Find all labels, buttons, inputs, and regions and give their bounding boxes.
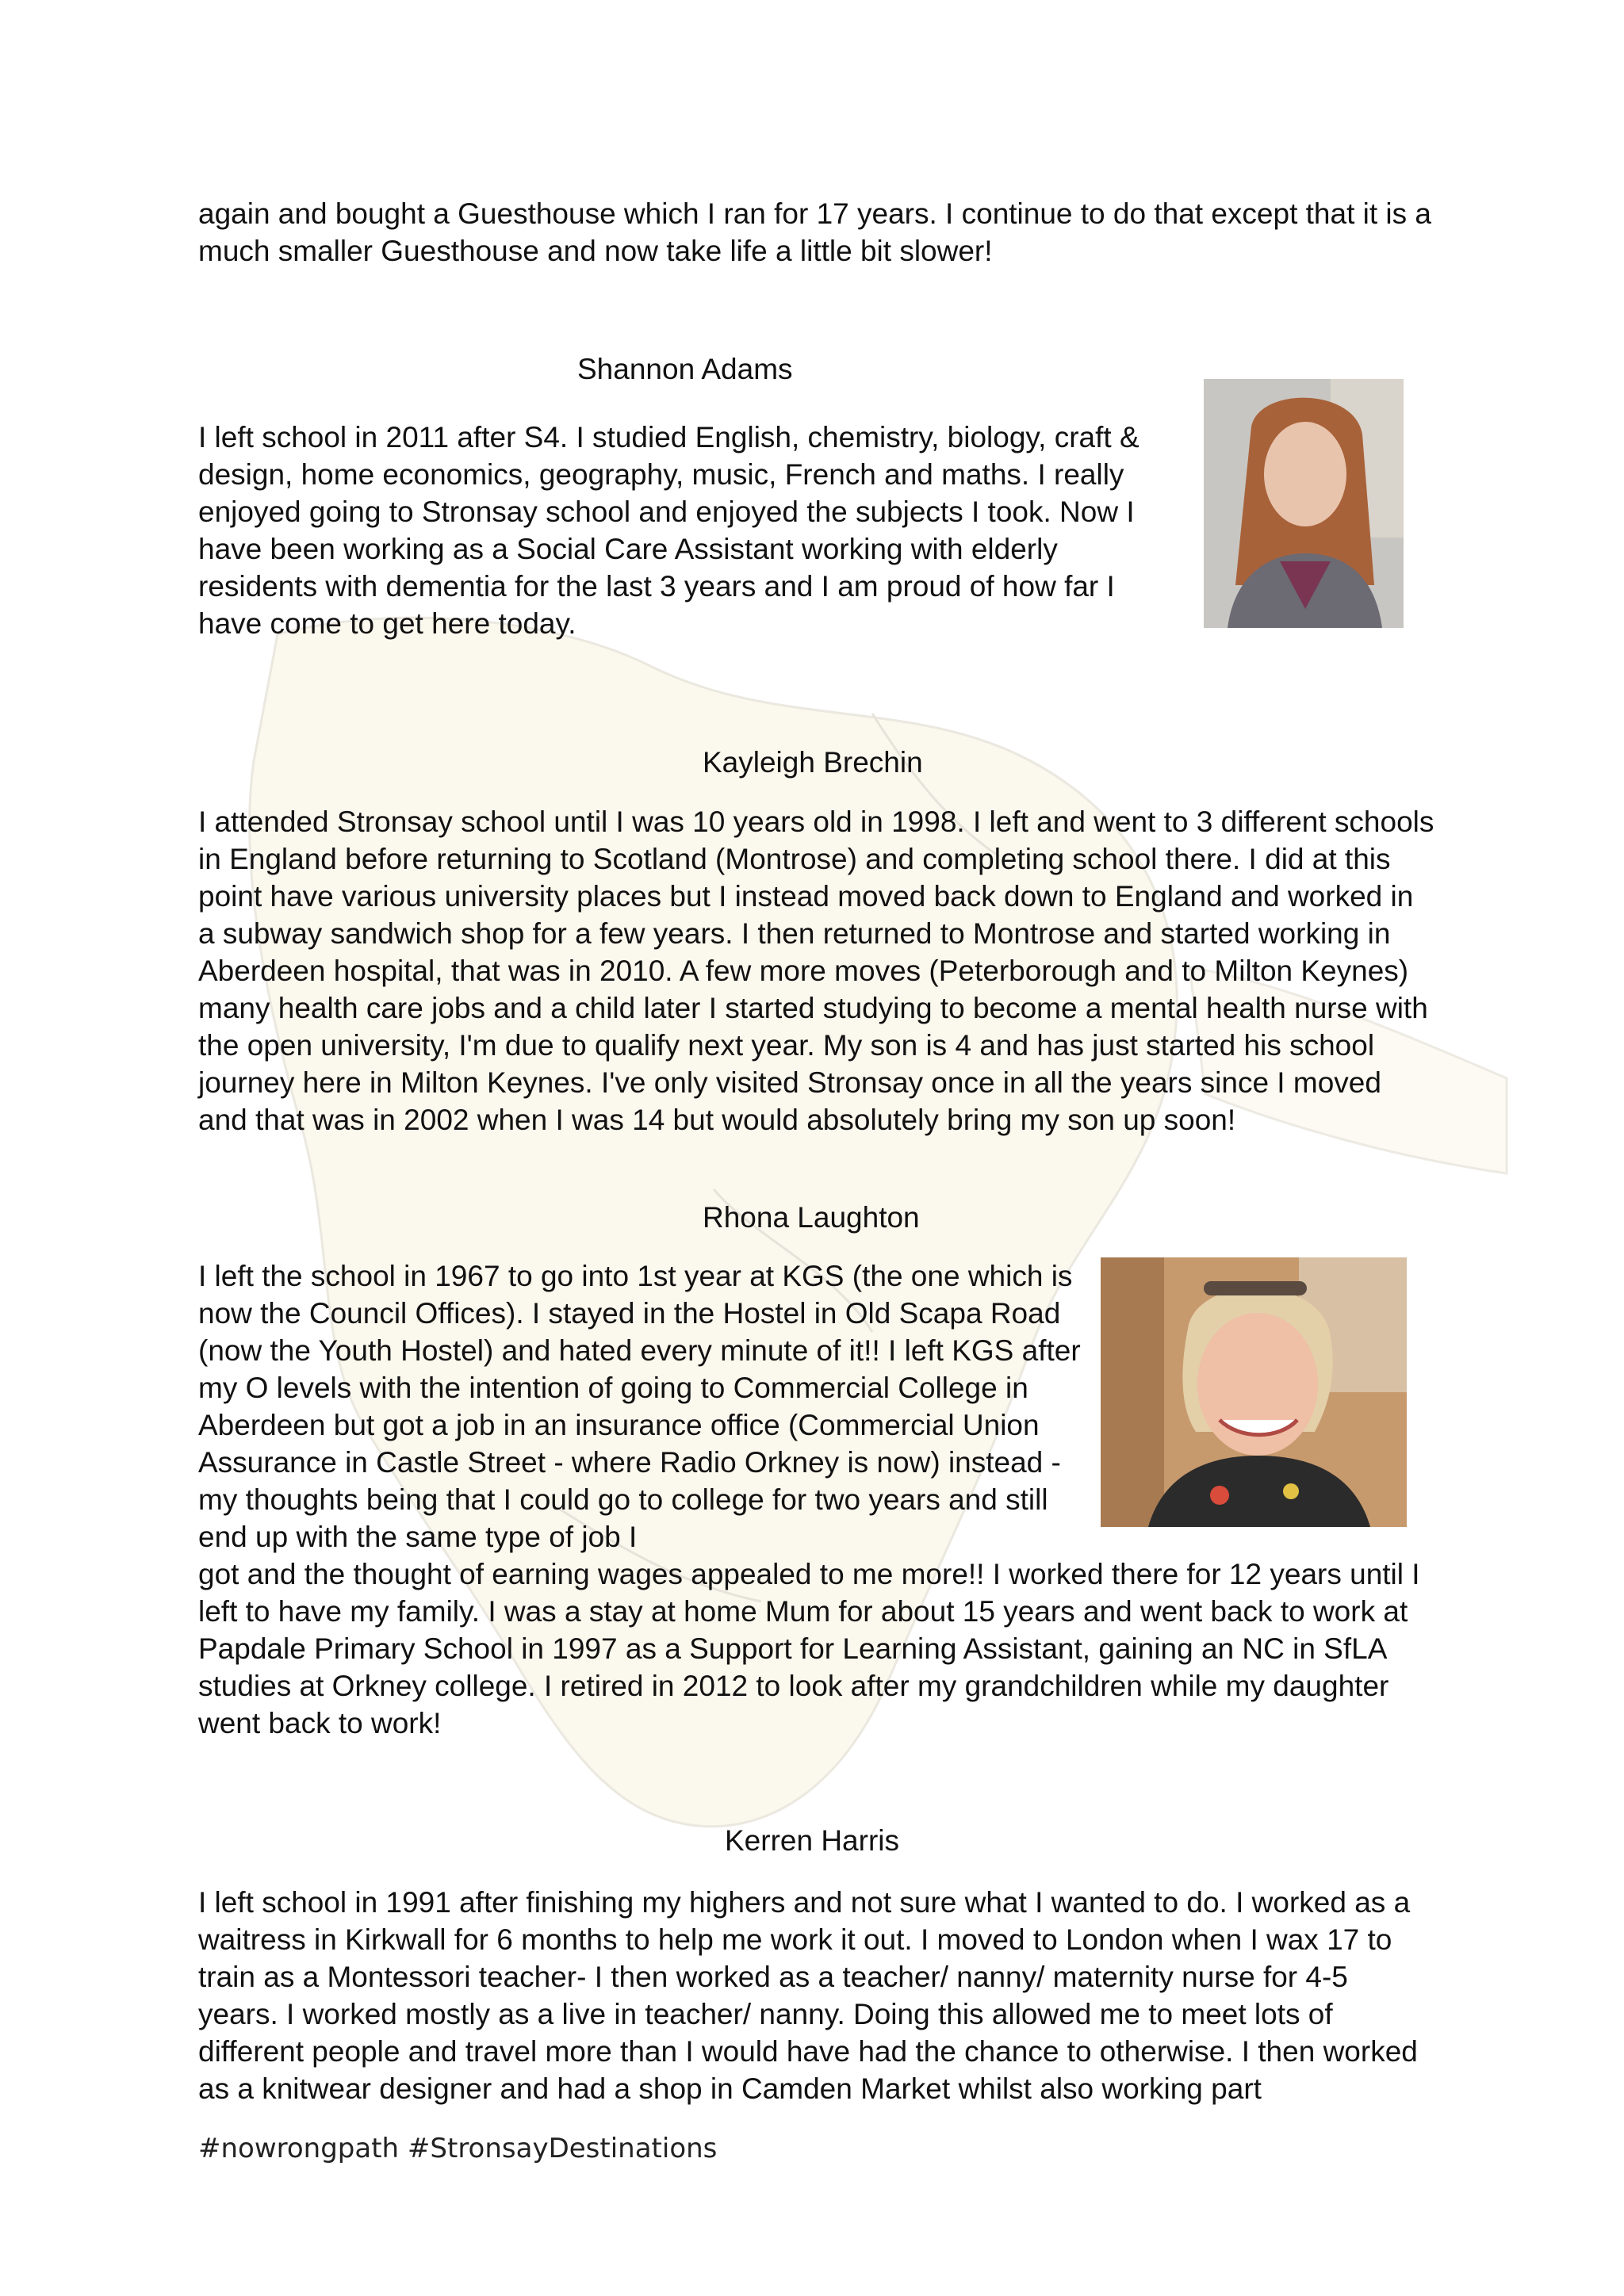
- footer-hashtags: #nowrongpath #StronsayDestinations: [198, 2133, 718, 2164]
- intro-paragraph: again and bought a Guesthouse which I ran for 17 years. I continue to do that except that it is a much smaller Guesthouse and now take life a little bit slower!: [198, 197, 1431, 267]
- profile-text-kayleigh-brechin: I attended Stronsay school until I was 10 years old in 1998. I left and went to 3 different schools in England before returning to Scotland (Montrose) and completing school there. I did at this point have various university places but I instead moved back down to England and worked in a subway sandwich shop for a few years. I then returned to Montrose and started working in Aberdeen hospital, that was in 2010. A few more moves (Peterborough and to Milton Keynes) many health care jobs and a child later I started studying to become a mental health nurse with the open university, I'm due to qualify next year. My son is 4 and has just started his school journey here in Milton Keynes. I've only visited Stronsay once in all the years since I moved and that was in 2002 when I was 14 but would absolutely bring my son up soon!: [198, 806, 1434, 1136]
- profile-name-shannon-adams: Shannon Adams: [577, 353, 793, 385]
- portrait-photo-shannon-adams: [1204, 379, 1404, 628]
- profile-name-kerren-harris: Kerren Harris: [725, 1824, 899, 1857]
- profile-text-kerren-harris: I left school in 1991 after finishing my highers and not sure what I wanted to do. I worked as a waitress in Kirkwall for 6 months to help me work it out. I moved to London when I wax 17 to train as a Montessori teacher- I then worked as a teacher/ nanny/ maternity nurse for 4-5 years. I worked mostly as a live in teacher/ nanny. Doing this allowed me to meet lots of different people and travel more than I would have had the chance to otherwise. I then worked as a knitwear designer and had a shop in Camden Market whilst also working part: [198, 1886, 1418, 2105]
- profile-text-rhona-laughton-continued: got and the thought of earning wages appealed to me more!! I worked there for 12 years until I left to have my family. I was a stay at home Mum for about 15 years and went back to work at Papdale Primary School in 1997 as a Support for Learning Assistant, gaining an NC in SfLA studies at Orkney college. I retired in 2012 to look after my grandchildren while my daughter went back to work!: [198, 1558, 1420, 1739]
- portrait-photo-rhona-laughton: [1101, 1257, 1407, 1527]
- profile-text-shannon-adams: I left school in 2011 after S4. I studied English, chemistry, biology, craft & design, home economics, geography, music, French and maths. I really enjoyed going to Stronsay school and enjoyed the subjects I took. Now I have been working as a Social Care Assistant working with elderly residents with dementia for the last 3 years and I am proud of how far I have come to get here today.: [198, 421, 1139, 640]
- profile-name-rhona-laughton: Rhona Laughton: [703, 1201, 920, 1234]
- profile-name-kayleigh-brechin: Kayleigh Brechin: [703, 746, 923, 779]
- profile-text-rhona-laughton-wrapped: I left the school in 1967 to go into 1st year at KGS (the one which is now the Council Offices). I stayed in the Hostel in Old Scapa Road (now the Youth Hostel) and hated every minute of it!! I left KGS after my O levels with the intention of going to Commercial College in Aberdeen but got a job in an insurance office (Commercial Union Assurance in Castle Street - where Radio Orkney is now) instead - my thoughts being that I could go to college for two years and still end up with the same type of job I: [198, 1260, 1081, 1553]
